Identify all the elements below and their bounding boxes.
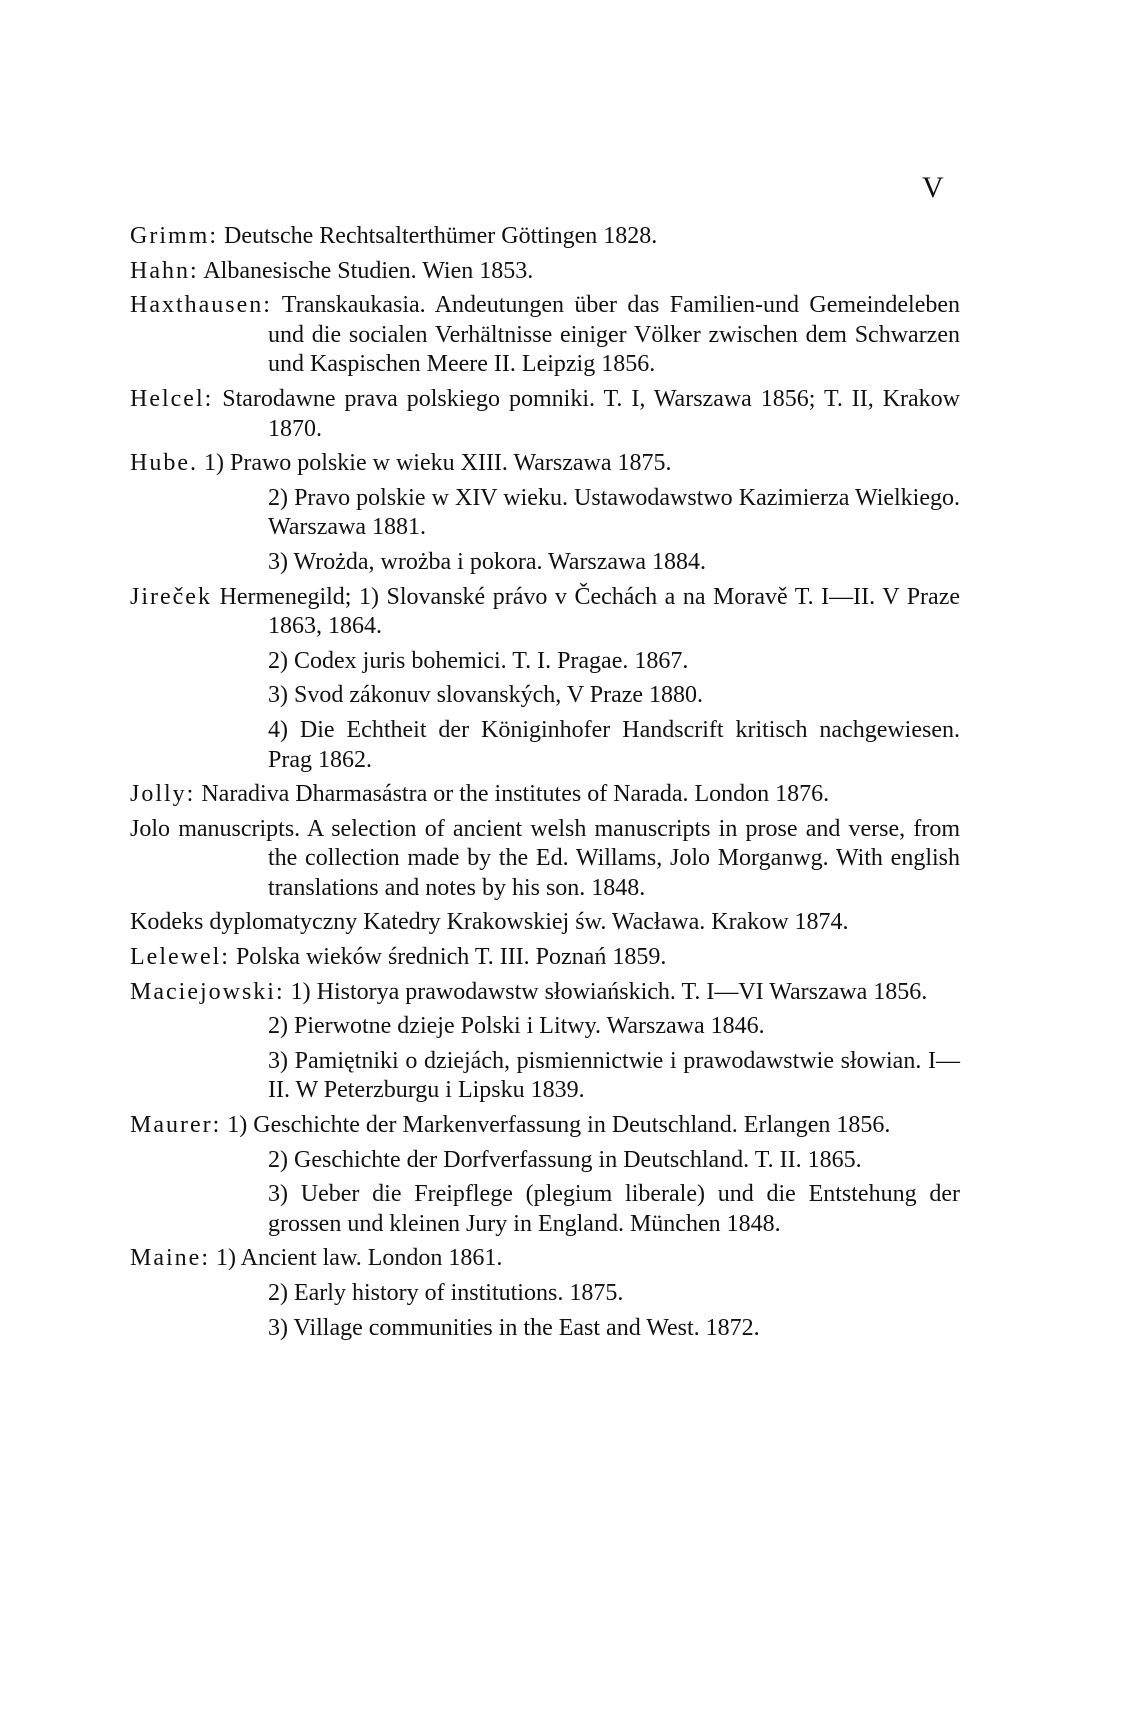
bib-subentry: 3) Svod zákonuv slovanských, V Praze 1880. (268, 682, 704, 709)
entry-text: 1) Historya prawodawstw słowiańskich. T. I—VI Warszawa 1856. (290, 978, 928, 1005)
entry-text: Polska wieków średnich T. III. Poznań 1859. (235, 944, 667, 971)
entry-author: Jireček (130, 583, 212, 610)
entry-author: Helcel: (130, 385, 214, 412)
bib-entry-maurer (130, 1111, 960, 1141)
bib-entry-hube (130, 449, 960, 479)
bib-subentry: 2) Pravo polskie w XIV wieku. Ustawodawstwo Kazimierza Wielkiego. Warszawa 1881. (268, 484, 960, 541)
entry-author: Grimm: (130, 223, 218, 249)
bib-subentry: 3) Wrożda, wrożba i pokora. Warszawa 1884. (268, 548, 707, 575)
bib-subentry: 3) Village communities in the East and West. 1872. (268, 1314, 760, 1341)
bib-entry-jolo (130, 815, 960, 904)
entry-text: Kodeks dyplomatyczny Katedry Krakowskiej św. Wacława. Krakow 1874. (130, 909, 849, 936)
entry-author: Maurer: (130, 1112, 222, 1139)
entry-author: Maine: (130, 1245, 210, 1272)
bib-entry-jirecek (130, 583, 960, 642)
bib-subentry: 2) Pierwotne dzieje Polski i Litwy. Warszawa 1846. (268, 1013, 765, 1040)
bib-entry-lelewel (130, 943, 960, 973)
entry-text: Naradiva Dharmasástra or the institutes of Narada. London 1876. (201, 781, 830, 808)
bib-subentry: 2) Codex juris bohemici. T. I. Pragae. 1867. (268, 647, 689, 674)
entry-author: Jolly: (130, 781, 196, 808)
entry-text: Albanesische Studien. Wien 1853. (203, 257, 534, 284)
entry-text: Starodawne prava polskiego pomniki. T. I, Warszawa 1856; T. II, Krakow 1870. (222, 385, 961, 442)
bib-entry-maciejowski (130, 978, 960, 1008)
entry-author: Lelewel: (130, 944, 230, 971)
bib-entry-helcel (130, 385, 960, 444)
entry-author: Maciejowski: (130, 978, 285, 1005)
bib-subentry: 2) Geschichte der Dorfverfassung in Deutschland. T. II. 1865. (268, 1146, 862, 1173)
entry-author: Haxthausen: (130, 292, 272, 319)
entry-author: Hube. (130, 450, 198, 477)
entry-text: Hermenegild; 1) Slovanské právo v Čechách a na Moravě T. I—II. V Praze 1863, 1864. (219, 583, 960, 640)
bib-entry-haxthausen (130, 291, 960, 380)
entry-author: Hahn: (130, 257, 199, 284)
bib-entry-jolly (130, 780, 960, 810)
entry-text: 1) Geschichte der Markenverfassung in Deutschland. Erlangen 1856. (227, 1112, 891, 1139)
bib-subentry: 3) Ueber die Freipflege (plegium liberale) und die Entstehung der grossen und kleinen Jury in England. München 1848. (268, 1181, 960, 1237)
bib-entry-maine (130, 1244, 960, 1274)
bib-entry-grimm (130, 222, 960, 252)
page-number: V (922, 171, 944, 204)
entry-text: 1) Prawo polskie w wieku XIII. Warszawa 1875. (203, 450, 672, 477)
bibliography-list (130, 222, 960, 1348)
bib-entry-kodeks (130, 908, 960, 938)
bib-subentry: 3) Pamiętniki o dziejách, pismiennictwie i prawodawstwie słowian. I—II. W Peterzburgu i Lipsku 1839. (268, 1047, 960, 1104)
entry-text: Jolo manuscripts. A selection of ancient welsh manuscripts in prose and verse, from the collection made by the Ed. Willams, Jolo Morganwg. With english translations and notes by his son. 1848. (130, 815, 960, 901)
entry-text: 1) Ancient law. London 1861. (215, 1245, 503, 1272)
entry-text: Transkaukasia. Andeutungen über das Familien-und Gemeindeleben und die socialen Verhältnisse einiger Völker zwischen dem Schwarzen und Kaspischen Meere II. Leipzig 1856. (268, 292, 960, 378)
bib-subentry: 4) Die Echtheit der Königinhofer Handscrift kritisch nachgewiesen. Prag 1862. (268, 716, 960, 773)
bib-subentry: 2) Early history of institutions. 1875. (268, 1280, 624, 1306)
bib-entry-hahn (130, 257, 960, 287)
entry-text: Deutsche Rechtsalterthümer Göttingen 1828. (224, 223, 658, 249)
